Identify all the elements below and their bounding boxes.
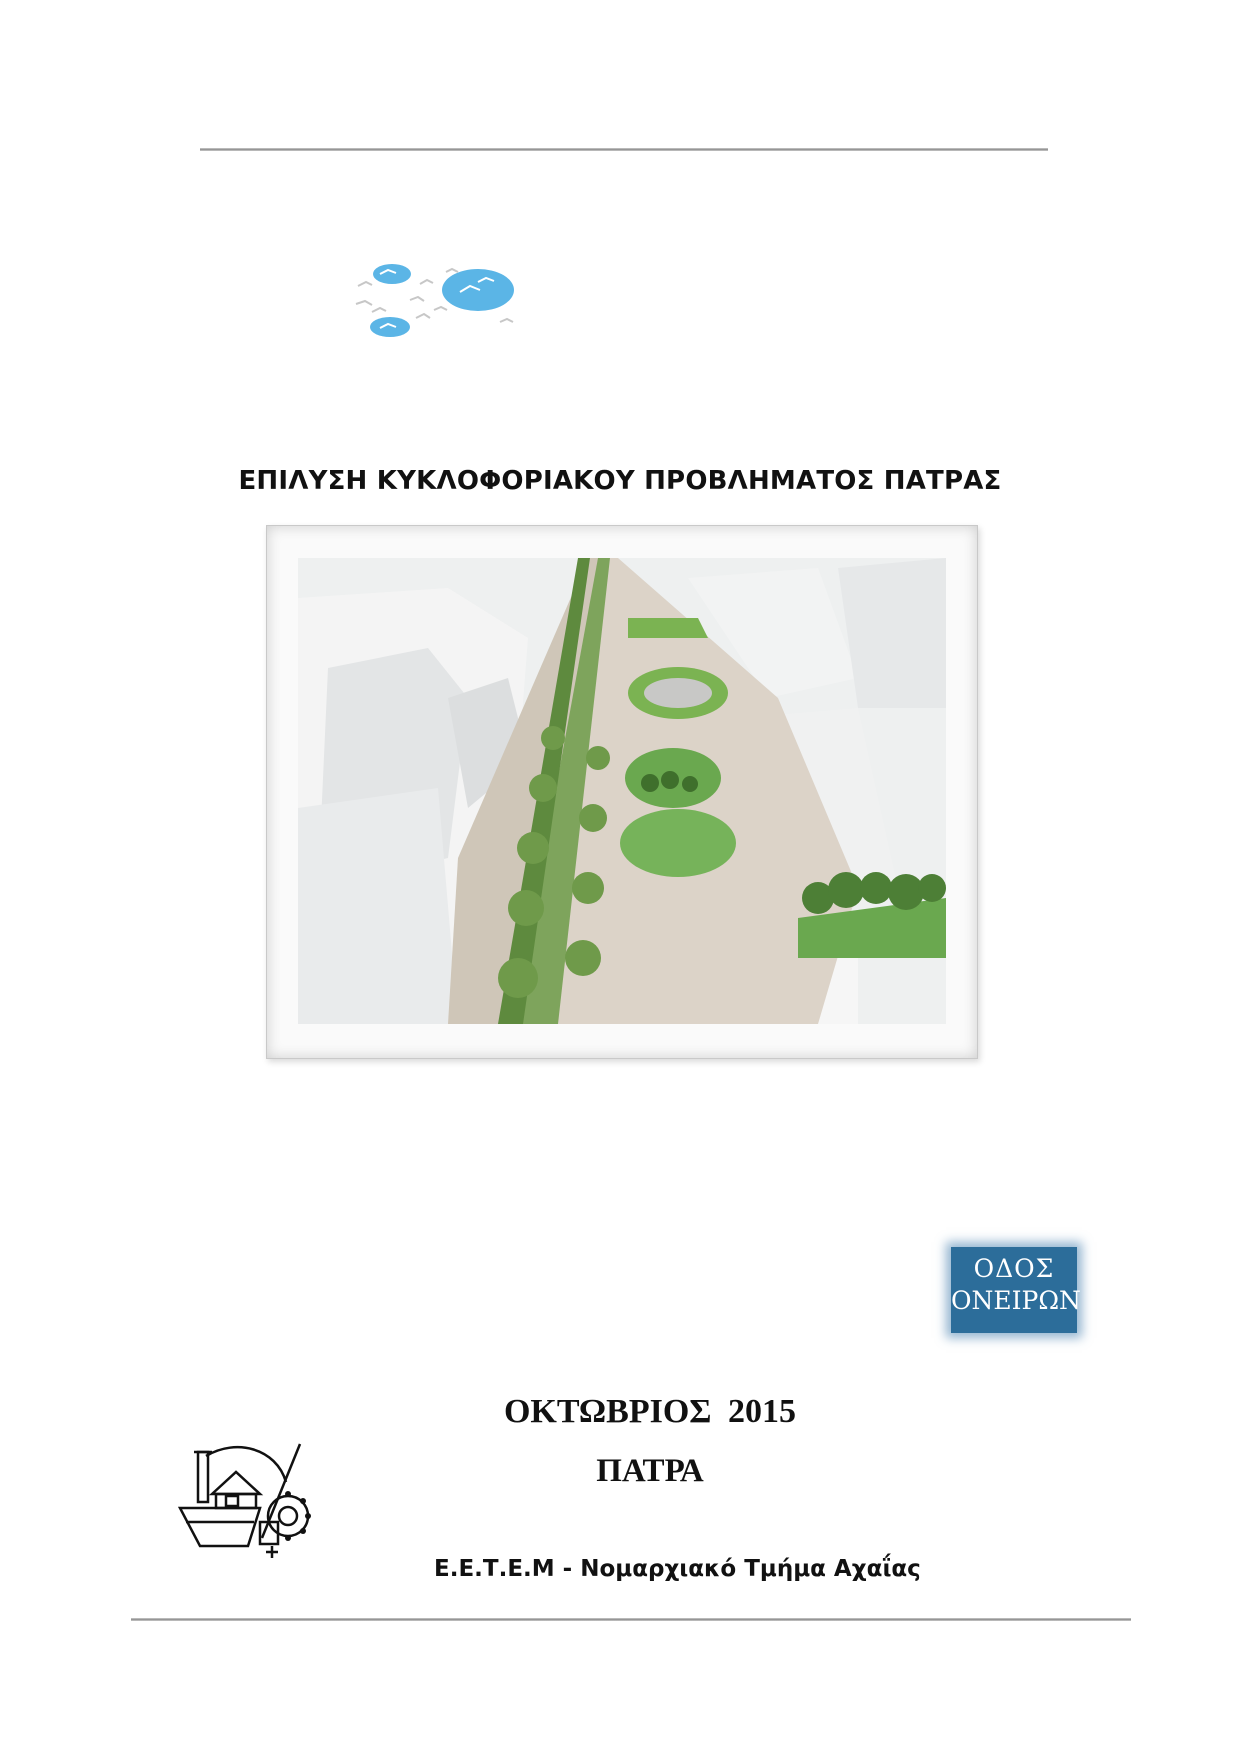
odos-oneiron-badge <box>951 1247 1081 1333</box>
eetem-emblem-icon <box>176 1442 316 1558</box>
badge-line-2: ΟΝΕΙΡΩΝ <box>951 1286 1081 1315</box>
document-date: ΟΚΤΩΒΡΙΟΣ 2015 <box>503 1393 797 1430</box>
bird-circles-logo-icon <box>350 252 526 346</box>
organization-footer: Ε.Ε.Τ.Ε.Μ - Νομαρχιακό Τμήμα Αχαΐας <box>434 1556 921 1582</box>
top-rule <box>200 148 1048 151</box>
photo-frame <box>266 525 978 1059</box>
badge-line-1: ΟΔΟΣ <box>973 1254 1055 1283</box>
bottom-rule <box>131 1618 1131 1621</box>
document-title: ΕΠΙΛΥΣΗ ΚΥΚΛΟΦΟΡΙΑΚΟΥ ΠΡΟΒΛΗΜΑΤΟΣ ΠΑΤΡΑΣ <box>238 466 1002 496</box>
boulevard-rendering-image <box>298 558 946 1024</box>
document-city: ΠΑΤΡΑ <box>596 1453 704 1489</box>
